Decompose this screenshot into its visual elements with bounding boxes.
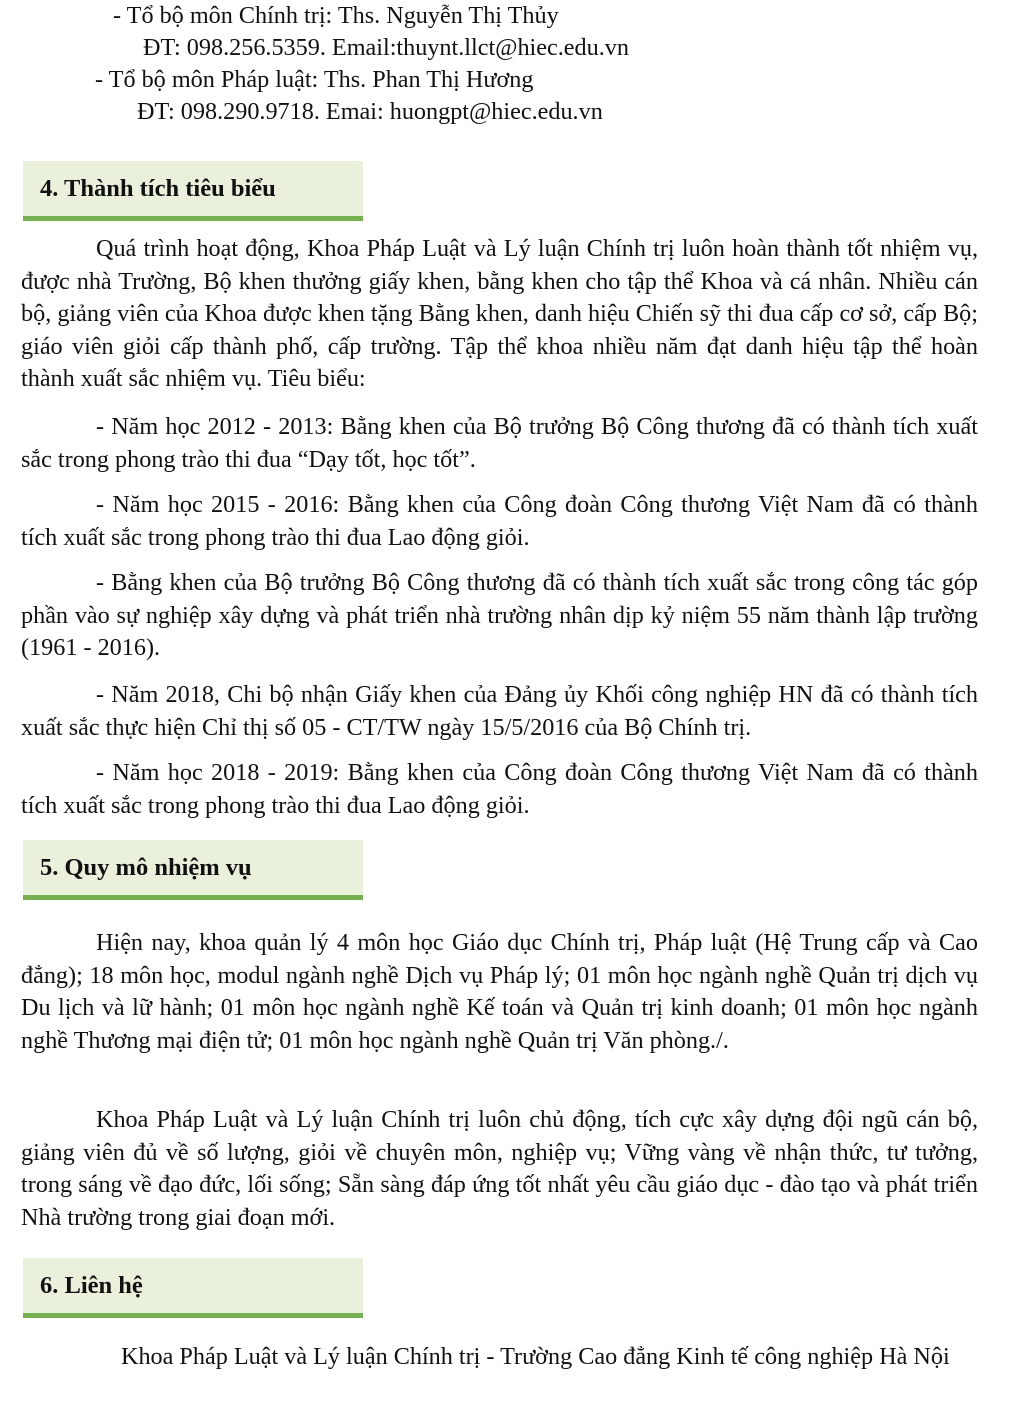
section-heading-contact: 6. Liên hệ (23, 1258, 363, 1318)
contact-politics-phone-email: ĐT: 098.256.5359. Email:thuynt.llct@hiec.edu.vn (143, 34, 629, 61)
achievements-intro: Quá trình hoạt động, Khoa Pháp Luật và Lý luận Chính trị luôn hoàn thành tốt nhiệm vụ, được nhà Trường, Bộ khen thưởng giấy khen, bằng khen cho tập thể Khoa và cá nhân. Nhiều cán bộ, giảng viên của Khoa được khen tặng Bằng khen, danh hiệu Chiến sỹ thi đua cấp cơ sở, cấp Bộ; giáo viên giỏi cấp thành phố, cấp trường. Tập thể khoa nhiều năm đạt danh hiệu tập thể hoàn thành xuất sắc nhiệm vụ. Tiêu biểu: (21, 235, 978, 392)
achievement-item: - Năm học 2012 - 2013: Bằng khen của Bộ trưởng Bộ Công thương đã có thành tích xuất sắc trong phong trào thi đua “Dạy tốt, học tốt”. (21, 413, 978, 473)
scope-paragraph: Hiện nay, khoa quản lý 4 môn học Giáo dục Chính trị, Pháp luật (Hệ Trung cấp và Cao đẳng); 18 môn học, modul ngành nghề Dịch vụ Pháp lý; 01 môn học ngành nghề Quản trị dịch vụ Du lịch và lữ hành; 01 môn học ngành nghề Kế toán và Quản trị kinh doanh; 01 môn học ngành nghề Thương mại điện tử; 01 môn học ngành nghề Quản trị Văn phòng./. (21, 929, 978, 1054)
section-heading-achievements: 4. Thành tích tiêu biểu (23, 161, 363, 221)
contact-law-phone-email: ĐT: 098.290.9718. Emai: huongpt@hiec.edu.vn (137, 98, 603, 125)
achievement-item: - Năm 2018, Chi bộ nhận Giấy khen của Đảng ủy Khối công nghiệp HN đã có thành tích xuất sắc thực hiện Chỉ thị số 05 - CT/TW ngày 15/5/2016 của Bộ Chính trị. (21, 681, 978, 741)
section-heading-scope: 5. Quy mô nhiệm vụ (23, 840, 363, 900)
achievement-item: - Năm học 2015 - 2016: Bằng khen của Công đoàn Công thương Việt Nam đã có thành tích xuất sắc trong phong trào thi đua Lao động giỏi. (21, 491, 978, 551)
contact-politics: - Tổ bộ môn Chính trị: Ths. Nguyễn Thị Thủy (113, 2, 559, 29)
scope-paragraph: Khoa Pháp Luật và Lý luận Chính trị luôn chủ động, tích cực xây dựng đội ngũ cán bộ, giảng viên đủ về số lượng, giỏi về chuyên môn, nghiệp vụ; Vững vàng về nhận thức, tư tưởng, trong sáng về đạo đức, lối sống; Sẵn sàng đáp ứng tốt nhất yêu cầu giáo dục - đào tạo và phát triển Nhà trường trong giai đoạn mới. (21, 1106, 978, 1231)
contact-paragraph: Khoa Pháp Luật và Lý luận Chính trị - Trường Cao đẳng Kinh tế công nghiệp Hà Nội (121, 1343, 950, 1370)
achievement-item: - Năm học 2018 - 2019: Bằng khen của Công đoàn Công thương Việt Nam đã có thành tích xuất sắc trong phong trào thi đua Lao động giỏi. (21, 759, 978, 819)
achievement-item: - Bằng khen của Bộ trưởng Bộ Công thương đã có thành tích xuất sắc trong công tác góp phần vào sự nghiệp xây dựng và phát triển nhà trường nhân dịp kỷ niệm 55 năm thành lập trường (1961 - 2016). (21, 569, 978, 661)
contact-law: - Tổ bộ môn Pháp luật: Ths. Phan Thị Hương (95, 66, 534, 93)
